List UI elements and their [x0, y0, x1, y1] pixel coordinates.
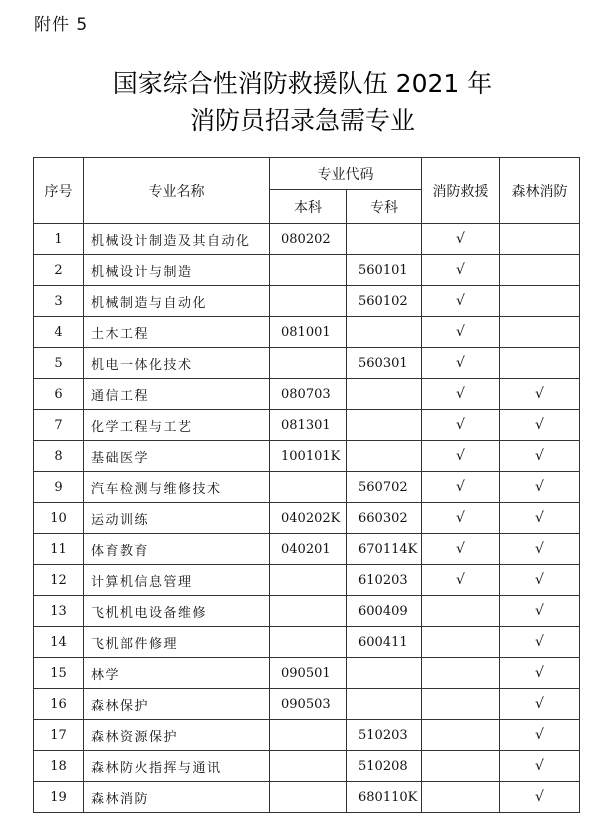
major-name-cell: 飞机机电设备维修	[84, 596, 270, 627]
bachelor-code-cell	[270, 782, 347, 813]
row-index-cell: 3	[34, 286, 84, 317]
table-row	[34, 410, 580, 441]
associate-code-cell: 600411	[347, 627, 422, 658]
table-row	[34, 782, 580, 813]
major-name-cell: 森林资源保护	[84, 720, 270, 751]
header-fire-rescue: 消防救援	[422, 158, 500, 224]
fire-rescue-check-cell	[422, 627, 500, 658]
associate-code-cell: 510208	[347, 751, 422, 782]
fire-rescue-check-cell	[422, 689, 500, 720]
table-row	[34, 348, 580, 379]
table-row	[34, 317, 580, 348]
forest-fire-check-cell: √	[500, 658, 580, 689]
fire-rescue-check-cell: √	[422, 410, 500, 441]
major-name-cell: 机械设计与制造	[84, 255, 270, 286]
bachelor-code-cell	[270, 720, 347, 751]
fire-rescue-check-cell: √	[422, 255, 500, 286]
forest-fire-check-cell: √	[500, 782, 580, 813]
major-name-cell: 化学工程与工艺	[84, 410, 270, 441]
forest-fire-check-cell: √	[500, 751, 580, 782]
bachelor-code-cell	[270, 348, 347, 379]
table-row	[34, 596, 580, 627]
forest-fire-check-cell: √	[500, 565, 580, 596]
forest-fire-check-cell: √	[500, 720, 580, 751]
attachment-label: 附件 5	[34, 15, 89, 35]
associate-code-cell: 660302	[347, 503, 422, 534]
row-index-cell: 17	[34, 720, 84, 751]
forest-fire-check-cell	[500, 224, 580, 255]
forest-fire-check-cell: √	[500, 596, 580, 627]
table-row	[34, 627, 580, 658]
table-row	[34, 534, 580, 565]
bachelor-code-cell	[270, 255, 347, 286]
row-index-cell: 1	[34, 224, 84, 255]
associate-code-cell: 560102	[347, 286, 422, 317]
table-row	[34, 503, 580, 534]
document-title-line2: 消防员招录急需专业	[189, 106, 415, 135]
major-name-cell: 机械制造与自动化	[84, 286, 270, 317]
row-index-cell: 6	[34, 379, 84, 410]
forest-fire-check-cell	[500, 317, 580, 348]
document-title-line1: 国家综合性消防救援队伍 2021 年	[112, 69, 493, 98]
associate-code-cell	[347, 224, 422, 255]
major-name-cell: 土木工程	[84, 317, 270, 348]
associate-code-cell	[347, 658, 422, 689]
row-index-cell: 14	[34, 627, 84, 658]
table-row	[34, 286, 580, 317]
fire-rescue-check-cell: √	[422, 286, 500, 317]
bachelor-code-cell: 040202K	[270, 503, 347, 534]
major-name-cell: 汽车检测与维修技术	[84, 472, 270, 503]
bachelor-code-cell: 081001	[270, 317, 347, 348]
row-index-cell: 13	[34, 596, 84, 627]
bachelor-code-cell: 080703	[270, 379, 347, 410]
table-row	[34, 441, 580, 472]
forest-fire-check-cell: √	[500, 534, 580, 565]
forest-fire-check-cell	[500, 348, 580, 379]
associate-code-cell	[347, 379, 422, 410]
associate-code-cell: 670114K	[347, 534, 422, 565]
fire-rescue-check-cell	[422, 751, 500, 782]
fire-rescue-check-cell	[422, 782, 500, 813]
fire-rescue-check-cell: √	[422, 503, 500, 534]
associate-code-cell: 600409	[347, 596, 422, 627]
row-index-cell: 5	[34, 348, 84, 379]
associate-code-cell: 610203	[347, 565, 422, 596]
table-row	[34, 689, 580, 720]
row-index-cell: 12	[34, 565, 84, 596]
row-index-cell: 19	[34, 782, 84, 813]
associate-code-cell	[347, 317, 422, 348]
associate-code-cell: 560702	[347, 472, 422, 503]
table-row	[34, 658, 580, 689]
associate-code-cell: 680110K	[347, 782, 422, 813]
row-index-cell: 18	[34, 751, 84, 782]
major-name-cell: 运动训练	[84, 503, 270, 534]
header-associate-code: 专科	[347, 190, 422, 224]
table-body	[34, 224, 580, 813]
fire-rescue-check-cell: √	[422, 317, 500, 348]
forest-fire-check-cell: √	[500, 689, 580, 720]
row-index-cell: 10	[34, 503, 84, 534]
forest-fire-check-cell: √	[500, 627, 580, 658]
fire-rescue-check-cell	[422, 658, 500, 689]
major-name-cell: 机电一体化技术	[84, 348, 270, 379]
forest-fire-check-cell: √	[500, 441, 580, 472]
table-row	[34, 255, 580, 286]
row-index-cell: 16	[34, 689, 84, 720]
header-major-code: 专业代码	[270, 158, 422, 190]
header-bachelor-code: 本科	[270, 190, 347, 224]
bachelor-code-cell: 080202	[270, 224, 347, 255]
bachelor-code-cell	[270, 565, 347, 596]
row-index-cell: 15	[34, 658, 84, 689]
bachelor-code-cell	[270, 286, 347, 317]
associate-code-cell	[347, 410, 422, 441]
bachelor-code-cell: 040201	[270, 534, 347, 565]
bachelor-code-cell	[270, 472, 347, 503]
header-major-name: 专业名称	[84, 158, 270, 224]
major-name-cell: 基础医学	[84, 441, 270, 472]
row-index-cell: 2	[34, 255, 84, 286]
major-name-cell: 飞机部件修理	[84, 627, 270, 658]
forest-fire-check-cell: √	[500, 503, 580, 534]
row-index-cell: 4	[34, 317, 84, 348]
bachelor-code-cell	[270, 627, 347, 658]
fire-rescue-check-cell: √	[422, 441, 500, 472]
bachelor-code-cell: 090503	[270, 689, 347, 720]
major-name-cell: 森林消防	[84, 782, 270, 813]
major-name-cell: 计算机信息管理	[84, 565, 270, 596]
fire-rescue-check-cell: √	[422, 534, 500, 565]
table-row	[34, 565, 580, 596]
fire-rescue-check-cell: √	[422, 348, 500, 379]
forest-fire-check-cell	[500, 286, 580, 317]
associate-code-cell: 560101	[347, 255, 422, 286]
major-name-cell: 机械设计制造及其自动化	[84, 224, 270, 255]
table-row	[34, 472, 580, 503]
table-row	[34, 751, 580, 782]
row-index-cell: 8	[34, 441, 84, 472]
major-name-cell: 森林防火指挥与通讯	[84, 751, 270, 782]
fire-rescue-check-cell	[422, 720, 500, 751]
forest-fire-check-cell: √	[500, 379, 580, 410]
fire-rescue-check-cell: √	[422, 379, 500, 410]
header-index: 序号	[34, 158, 84, 224]
major-name-cell: 森林保护	[84, 689, 270, 720]
table-row	[34, 379, 580, 410]
bachelor-code-cell	[270, 596, 347, 627]
row-index-cell: 7	[34, 410, 84, 441]
major-name-cell: 体育教育	[84, 534, 270, 565]
table-row	[34, 720, 580, 751]
associate-code-cell	[347, 441, 422, 472]
fire-rescue-check-cell: √	[422, 472, 500, 503]
major-name-cell: 林学	[84, 658, 270, 689]
forest-fire-check-cell: √	[500, 410, 580, 441]
table-row	[34, 224, 580, 255]
header-forest-fire: 森林消防	[500, 158, 580, 224]
table-header	[34, 158, 580, 224]
row-index-cell: 9	[34, 472, 84, 503]
fire-rescue-check-cell: √	[422, 224, 500, 255]
bachelor-code-cell	[270, 751, 347, 782]
majors-table	[33, 157, 580, 813]
bachelor-code-cell: 090501	[270, 658, 347, 689]
forest-fire-check-cell	[500, 255, 580, 286]
fire-rescue-check-cell	[422, 596, 500, 627]
forest-fire-check-cell: √	[500, 472, 580, 503]
bachelor-code-cell: 081301	[270, 410, 347, 441]
row-index-cell: 11	[34, 534, 84, 565]
associate-code-cell	[347, 689, 422, 720]
major-name-cell: 通信工程	[84, 379, 270, 410]
associate-code-cell: 560301	[347, 348, 422, 379]
fire-rescue-check-cell: √	[422, 565, 500, 596]
associate-code-cell: 510203	[347, 720, 422, 751]
bachelor-code-cell: 100101K	[270, 441, 347, 472]
